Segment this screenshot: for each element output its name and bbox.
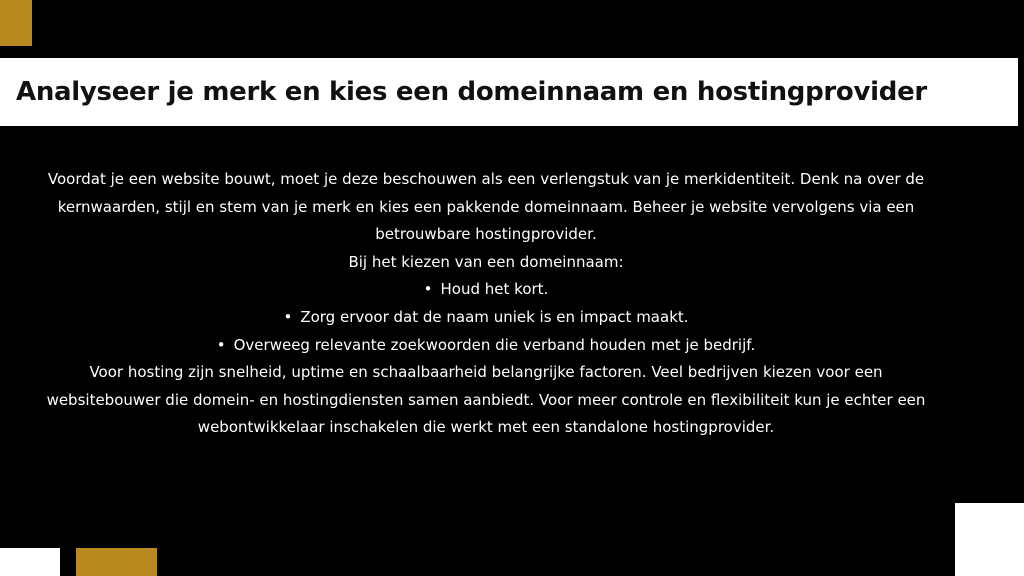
domain-heading: Bij het kiezen van een domeinnaam: (348, 252, 624, 271)
gold-corner-block-top-left (0, 0, 32, 46)
bullet-icon: • (423, 280, 433, 299)
slide-title: Analyseer je merk en kies een domeinnaam en hostingprovider (16, 77, 927, 107)
intro-paragraph: Voordat je een website bouwt, moet je deze beschouwen als een verlengstuk van je merkidentiteit. Denk na over de kernwaarden, stijl en stem van je merk en kies een pakkende domeinnaam. Beheer je website vervolgens via een betrouwbare hostingprovider. (47, 170, 925, 244)
list-item (40, 304, 932, 332)
gold-block-bottom-left (76, 548, 157, 576)
domain-tips-list (40, 276, 932, 359)
bullet-icon: • (216, 335, 226, 354)
white-corner-block-bottom-left (0, 548, 60, 576)
list-item-text: Houd het kort. (440, 280, 549, 299)
title-bar (0, 58, 1018, 126)
list-item-text: Overweeg relevante zoekwoorden die verband houden met je bedrijf. (233, 335, 756, 354)
hosting-paragraph: Voor hosting zijn snelheid, uptime en schaalbaarheid belangrijke factoren. Veel bedrijven kiezen voor een websitebouwer die domein- en hostingdiensten samen aanbiedt. Voor meer controle en flexibiliteit kun je echter een webontwikkelaar inschakelen die werkt met een standalone hostingprovider. (46, 363, 926, 437)
list-item (40, 332, 932, 360)
bullet-icon: • (283, 307, 293, 326)
white-corner-block-bottom-right (955, 503, 1024, 576)
slide-body (40, 166, 932, 442)
list-item (40, 276, 932, 304)
list-item-text: Zorg ervoor dat de naam uniek is en impact maakt. (300, 307, 689, 326)
